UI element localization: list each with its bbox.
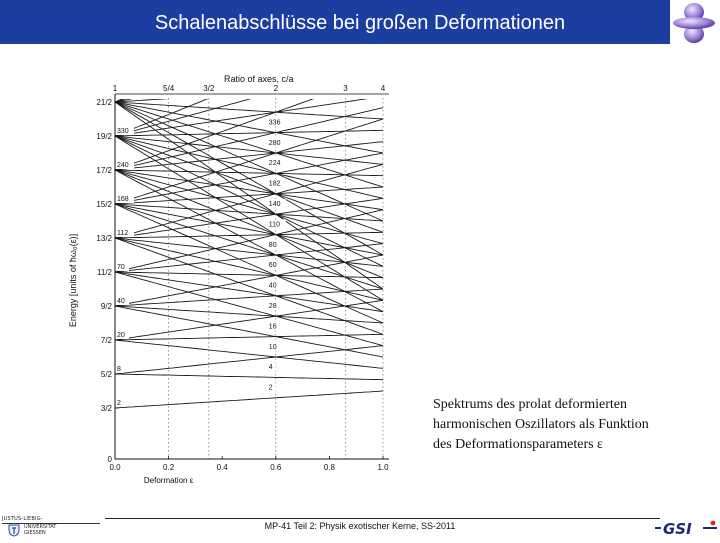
x-axis-label: Deformation ε	[143, 476, 194, 485]
university-logo-line1: JUSTUS-LIEBIG-	[2, 516, 43, 522]
superdeformed-magic-number: 4	[268, 364, 273, 372]
superdeformed-magic-number: 280	[268, 139, 281, 147]
y-axis-tick-label: 21/2	[96, 98, 112, 107]
energy-level-line	[115, 102, 383, 289]
top-axis-tick-label: 3	[343, 84, 348, 93]
spherical-magic-number: 168	[117, 196, 129, 203]
energy-level-line	[115, 340, 383, 368]
energy-level-line	[115, 204, 383, 323]
y-axis-tick-label: 7/2	[100, 336, 112, 345]
top-axis-tick-label: 2	[273, 84, 279, 93]
superdeformed-magic-number: 182	[268, 180, 281, 188]
y-axis-tick-label: 5/2	[100, 370, 112, 379]
superdeformed-magic-number: 140	[268, 201, 281, 208]
gsi-logo-text: GSI	[663, 520, 692, 538]
chart-svg	[60, 64, 400, 496]
level-lines	[112, 64, 383, 408]
x-axis-tick-label: 0.4	[216, 463, 228, 472]
university-logo-line3: GIESSEN	[24, 530, 46, 536]
caption-line: Spektrums des prolat deformierten	[433, 397, 628, 412]
spherical-magic-number: 70	[117, 264, 125, 271]
caption-line: harmonischen Oszillators als Funktion	[433, 417, 649, 432]
footer-divider	[105, 518, 660, 519]
x-axis-tick-label: 1.0	[377, 463, 389, 472]
energy-level-line	[115, 306, 383, 357]
energy-level-line	[115, 241, 383, 272]
slide-title: Schalenabschlüsse bei großen Deformationen	[154, 12, 566, 34]
superdeformed-magic-number: 224	[268, 160, 281, 168]
energy-level-line	[115, 170, 383, 312]
y-axis-tick-label: 11/2	[97, 268, 112, 277]
y-axis-tick-label: 9/2	[100, 302, 112, 311]
spherical-magic-number: 8	[117, 366, 121, 373]
superdeformed-magic-number: 16	[268, 323, 277, 331]
energy-level-line	[115, 102, 383, 221]
energy-level-line	[115, 170, 383, 176]
y-axis-tick-label: 17/2	[96, 166, 112, 175]
energy-level-line	[115, 374, 383, 380]
y-axis-tick-label: 15/2	[96, 200, 112, 209]
top-axis-tick-label: 4	[380, 84, 386, 93]
nilsson-diagram	[60, 64, 400, 496]
deformed-nucleus-orbital-icon	[670, 0, 720, 46]
footer-text: MP-41 Teil 2: Physik exotischer Kerne, SS-2011	[264, 521, 456, 531]
superdeformed-magic-number: 10	[268, 343, 277, 351]
top-axis-tick-label: 3/2	[203, 84, 215, 93]
y-axis-tick-label: 3/2	[100, 404, 112, 413]
y-axis-tick-label: 13/2	[96, 234, 112, 243]
superdeformed-magic-number: 2	[268, 384, 273, 392]
x-axis-tick-label: 0.8	[323, 463, 335, 472]
energy-level-line	[115, 102, 383, 187]
superdeformed-magic-number: 80	[268, 241, 277, 249]
top-axis-tick-label: 1	[112, 84, 118, 93]
figure-caption	[433, 395, 703, 455]
spherical-magic-number: 20	[117, 332, 125, 339]
gsi-logo-icon	[655, 518, 717, 538]
top-axis-title: Ratio of axes, c/a	[224, 74, 294, 84]
y-axis-tick-label: 19/2	[96, 132, 112, 141]
superdeformed-magic-number: 60	[268, 262, 277, 270]
university-logo-line2: UNIVERSITÄT	[24, 524, 57, 530]
energy-level-line	[115, 391, 383, 408]
superdeformed-magic-number: 28	[268, 303, 277, 310]
energy-level-line	[115, 272, 383, 278]
x-axis-tick-label: 0.0	[109, 463, 121, 472]
energy-level-line	[115, 334, 383, 340]
x-axis-tick-label: 0.6	[270, 463, 282, 472]
energy-level-line	[115, 343, 383, 374]
x-axis-tick-label: 0.2	[163, 463, 175, 472]
spherical-magic-number: 330	[117, 128, 129, 135]
spherical-magic-number: 40	[117, 298, 125, 305]
spherical-magic-number: 112	[117, 230, 129, 237]
spherical-magic-number: 240	[117, 162, 129, 169]
superdeformed-magic-number: 336	[268, 119, 281, 127]
energy-level-line	[115, 232, 383, 238]
energy-level-line	[115, 130, 383, 136]
superdeformed-magic-number: 110	[268, 221, 280, 229]
y-axis-tick-label: 0	[107, 455, 112, 464]
top-axis-tick-label: 5/4	[163, 84, 175, 93]
superdeformed-magic-number: 40	[268, 282, 277, 290]
caption-line: des Deformationsparameters ε	[433, 437, 603, 452]
spherical-magic-number: 2	[117, 400, 121, 407]
y-axis-label: Energy [units of ħω₀(ε)]	[68, 233, 78, 328]
